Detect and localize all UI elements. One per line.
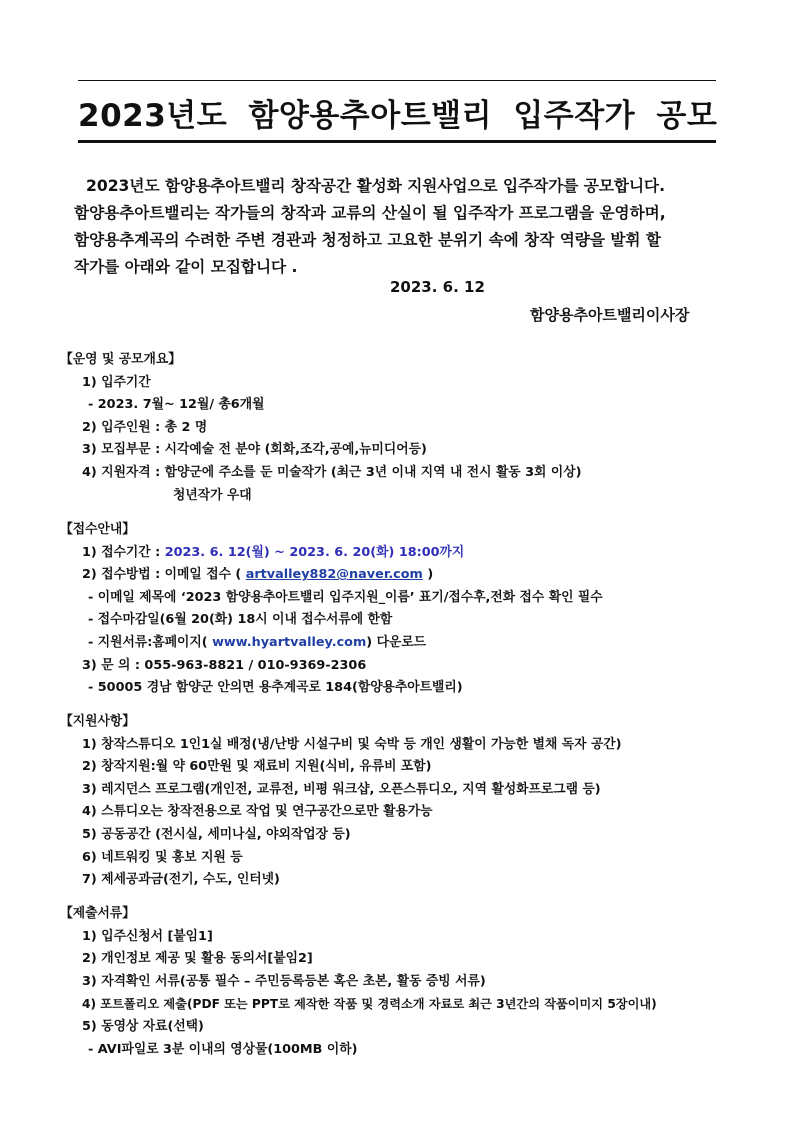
list-item: 4) 지원자격 : 함양군에 주소를 둔 미술작가 (최근 3년 이내 지역 내 전시 활동 3회 이상) bbox=[82, 464, 582, 480]
label: - 지원서류:홈페이지( bbox=[88, 634, 213, 650]
intro-paragraph bbox=[74, 173, 724, 281]
section-application bbox=[60, 519, 603, 700]
title-underline bbox=[78, 140, 716, 143]
section-support bbox=[60, 711, 622, 892]
list-item: 4) 스튜디오는 창작전용으로 작업 및 연구공간으로만 활용가능 bbox=[82, 804, 433, 820]
list-item: 2) 입주인원 : 총 2 명 bbox=[82, 419, 208, 435]
intro-line: 함양용추아트밸리는 작가들의 창작과 교류의 산실이 될 입주작가 프로그램을 운영하며, bbox=[74, 204, 666, 222]
intro-line: 2023년도 함양용추아트밸리 창작공간 활성화 지원사업으로 입주작가를 공모합니다. bbox=[86, 177, 665, 195]
section-heading: 【제출서류】 bbox=[60, 906, 136, 921]
list-item: 5) 공동공간 (전시실, 세미나실, 야외작업장 등) bbox=[82, 826, 351, 842]
section-overview bbox=[60, 349, 581, 507]
list-item bbox=[60, 542, 603, 565]
intro-line: 작가를 아래와 같이 모집합니다 . bbox=[74, 258, 298, 276]
section-heading: 【지원사항】 bbox=[60, 714, 136, 729]
list-item: 1) 창작스튜디오 1인1실 배정(냉/난방 시설구비 및 숙박 등 개인 생활이 가능한 별채 독자 공간) bbox=[82, 736, 622, 752]
list-item: 3) 모집부문 : 시각예술 전 분야 (회화,조각,공예,뉴미디어등) bbox=[82, 442, 427, 458]
list-item: 7) 제세공과금(전기, 수도, 인터넷) bbox=[82, 872, 280, 888]
list-item: 5) 동영상 자료(선택) bbox=[82, 1018, 204, 1034]
top-rule bbox=[78, 80, 716, 81]
section-heading: 【접수안내】 bbox=[60, 522, 136, 537]
email-link[interactable]: artvalley882@naver.com bbox=[245, 567, 423, 583]
list-item: 1) 입주기간 bbox=[82, 374, 151, 390]
list-item: 청년작가 우대 bbox=[173, 487, 252, 503]
application-period: 2023. 6. 12(월) ~ 2023. 6. 20(화) 18:00까지 bbox=[164, 544, 465, 560]
list-item: 2) 개인정보 제공 및 활용 동의서[붙임2] bbox=[82, 951, 313, 967]
list-item: 3) 문 의 : 055-963-8821 / 010-9369-2306 bbox=[82, 657, 367, 673]
list-item: - 2023. 7월~ 12월/ 총6개월 bbox=[88, 397, 265, 413]
label: 2) 접수방법 : 이메일 접수 ( bbox=[82, 567, 246, 583]
list-item: 3) 레지던스 프로그램(개인전, 교류전, 비평 워크샵, 오픈스튜디오, 지역 활성화프로그램 등) bbox=[82, 781, 601, 797]
section-heading: 【운영 및 공모개요】 bbox=[60, 352, 182, 367]
signature: 함양용추아트밸리이사장 bbox=[530, 306, 690, 324]
section-documents bbox=[60, 903, 657, 1061]
label: 1) 접수기간 : bbox=[82, 544, 165, 560]
list-item: 6) 네트워킹 및 홍보 지원 등 bbox=[82, 849, 243, 865]
list-item bbox=[60, 564, 603, 587]
label: ) bbox=[422, 567, 434, 583]
announcement-date: 2023. 6. 12 bbox=[390, 278, 485, 296]
intro-line: 함양용추계곡의 수려한 주변 경관과 청정하고 고요한 분위기 속에 창작 역량을 발휘 할 bbox=[74, 231, 661, 249]
list-item: - 접수마감일(6월 20(화) 18시 이내 접수서류에 한함 bbox=[88, 612, 393, 628]
list-item: - 50005 경남 함양군 안의면 용추계곡로 184(함양용추아트밸리) bbox=[88, 680, 463, 696]
list-item: - 이메일 제목에 ‘2023 함양용추아트밸리 입주지원_이름’ 표기/접수후,전화 접수 확인 필수 bbox=[88, 589, 603, 605]
homepage-link[interactable]: www.hyartvalley.com bbox=[212, 634, 367, 650]
list-item: 1) 입주신청서 [붙임1] bbox=[82, 928, 213, 944]
list-item: 2) 창작지원:월 약 60만원 및 재료비 지원(식비, 유류비 포함) bbox=[82, 759, 432, 775]
document-title: 2023년도 함양용추아트밸리 입주작가 공모 bbox=[78, 98, 718, 134]
list-item: - AVI파일로 3분 이내의 영상물(100MB 이하) bbox=[88, 1041, 358, 1057]
list-item bbox=[60, 632, 603, 655]
label: ) 다운로드 bbox=[366, 634, 427, 650]
list-item: 3) 자격확인 서류(공통 필수 – 주민등록등본 혹은 초본, 활동 증빙 서류) bbox=[82, 973, 486, 989]
list-item: 4) 포트폴리오 제출(PDF 또는 PPT로 제작한 작품 및 경력소개 자료로 최근 3년간의 작품이미지 5장이내) bbox=[82, 997, 657, 1012]
